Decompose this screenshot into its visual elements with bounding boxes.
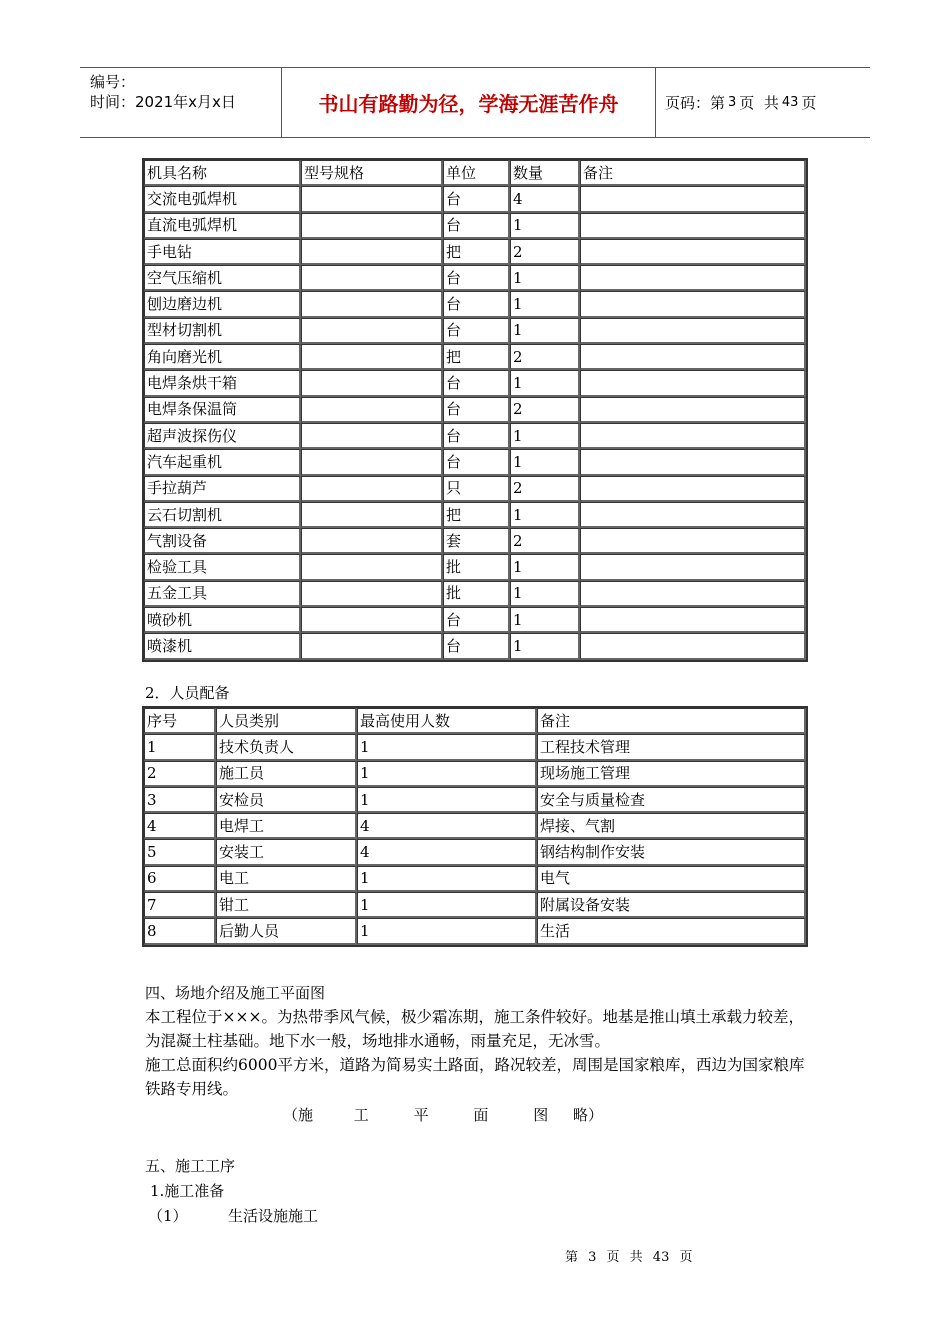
- plan-note-part: （施: [283, 1106, 314, 1124]
- table-cell: [301, 370, 443, 396]
- equipment-row: [144, 344, 806, 370]
- plan-note-part: 略）: [572, 1106, 603, 1124]
- section5-item-text: 生活设施施工: [228, 1207, 319, 1225]
- staff-row: [144, 866, 806, 892]
- header-cell: 型号规格: [301, 160, 443, 186]
- header-cell: 备注: [580, 160, 806, 186]
- table-cell: 电焊条保温筒: [144, 397, 301, 423]
- plan-omitted-note: [283, 1104, 603, 1125]
- table-cell: 检验工具: [144, 554, 301, 580]
- table-cell: [301, 581, 443, 607]
- page-suffix: 页: [801, 94, 817, 112]
- table-cell: 交流电弧焊机: [144, 186, 301, 212]
- equipment-row: [144, 528, 806, 554]
- table-cell: [580, 213, 806, 239]
- table-cell: [301, 476, 443, 502]
- equipment-row: [144, 423, 806, 449]
- table-cell: [301, 397, 443, 423]
- equipment-row: [144, 239, 806, 265]
- staff-row: [144, 787, 806, 813]
- equipment-row: [144, 449, 806, 475]
- page-total: 43: [781, 95, 799, 110]
- table-header-row: [144, 160, 806, 186]
- table-cell: 附属设备安装: [537, 892, 806, 918]
- plan-note-part: 面: [473, 1106, 489, 1124]
- table-cell: 云石切割机: [144, 502, 301, 528]
- table-cell: 台: [443, 186, 510, 212]
- staff-row: [144, 918, 806, 944]
- plan-note-part: 工: [353, 1106, 369, 1124]
- table-cell: 台: [443, 265, 510, 291]
- header-cell: 序号: [144, 708, 216, 734]
- equipment-row: [144, 502, 806, 528]
- table-cell: [301, 554, 443, 580]
- section4-title: 四、场地介绍及施工平面图: [145, 984, 326, 1002]
- table-cell: [580, 318, 806, 344]
- equipment-row: [144, 186, 806, 212]
- page-mid: 页 共: [739, 94, 779, 112]
- equipment-row: [144, 291, 806, 317]
- table-cell: 把: [443, 239, 510, 265]
- equipment-table: [142, 158, 808, 662]
- table-cell: 台: [443, 449, 510, 475]
- table-cell: 1: [357, 761, 537, 787]
- staff-row: [144, 734, 806, 760]
- table-cell: 1: [510, 633, 580, 659]
- section5-title: 五、施工工序: [145, 1157, 236, 1175]
- header-cell: 单位: [443, 160, 510, 186]
- equipment-row: [144, 607, 806, 633]
- table-cell: [580, 239, 806, 265]
- table-cell: [301, 449, 443, 475]
- table-cell: 2: [510, 528, 580, 554]
- table-cell: 1: [357, 787, 537, 813]
- table-cell: 电工: [216, 866, 357, 892]
- table-cell: [301, 607, 443, 633]
- table-cell: [301, 213, 443, 239]
- equipment-row: [144, 554, 806, 580]
- table-cell: 4: [144, 813, 216, 839]
- staff-row: [144, 839, 806, 865]
- staff-table: [142, 706, 808, 947]
- table-cell: 2: [510, 239, 580, 265]
- table-cell: 4: [357, 813, 537, 839]
- table-cell: 台: [443, 397, 510, 423]
- table-cell: [301, 502, 443, 528]
- table-cell: 1: [510, 502, 580, 528]
- table-cell: 1: [510, 318, 580, 344]
- table-cell: 台: [443, 291, 510, 317]
- table-cell: [301, 423, 443, 449]
- table-cell: 钢结构制作安装: [537, 839, 806, 865]
- table-cell: 1: [357, 892, 537, 918]
- table-cell: [301, 633, 443, 659]
- table-cell: 1: [510, 265, 580, 291]
- staff-section-title: 2．人员配备: [145, 684, 230, 702]
- table-cell: 手电钻: [144, 239, 301, 265]
- page-header: [80, 67, 870, 138]
- table-cell: 安全与质量检查: [537, 787, 806, 813]
- header-page-number: [655, 68, 870, 137]
- table-cell: 1: [357, 734, 537, 760]
- table-cell: 8: [144, 918, 216, 944]
- table-cell: 1: [357, 866, 537, 892]
- table-cell: 手拉葫芦: [144, 476, 301, 502]
- table-cell: [580, 291, 806, 317]
- table-cell: [580, 633, 806, 659]
- header-cell: 最高使用人数: [357, 708, 537, 734]
- table-cell: [580, 528, 806, 554]
- table-cell: 套: [443, 528, 510, 554]
- staff-row: [144, 813, 806, 839]
- header-motto: 书山有路勤为径，学海无涯苦作舟: [282, 68, 656, 137]
- table-cell: 台: [443, 423, 510, 449]
- table-cell: [301, 291, 443, 317]
- table-cell: 台: [443, 633, 510, 659]
- table-cell: [580, 607, 806, 633]
- equipment-row: [144, 476, 806, 502]
- table-cell: 现场施工管理: [537, 761, 806, 787]
- section4-paragraph-2: 施工总面积约6000平方米，道路为简易实土路面，路况较差，周围是国家粮库，西边为国家粮库铁路专用线。: [145, 1056, 805, 1098]
- table-cell: 2: [510, 344, 580, 370]
- table-cell: 2: [510, 476, 580, 502]
- table-cell: 刨边磨边机: [144, 291, 301, 317]
- table-cell: 1: [510, 213, 580, 239]
- staff-row: [144, 892, 806, 918]
- table-cell: 1: [510, 370, 580, 396]
- page-prefix: 页码：第: [665, 94, 726, 112]
- table-cell: 1: [510, 291, 580, 317]
- table-cell: 3: [144, 787, 216, 813]
- table-cell: 安检员: [216, 787, 357, 813]
- table-cell: 汽车起重机: [144, 449, 301, 475]
- table-cell: [580, 370, 806, 396]
- table-cell: 喷砂机: [144, 607, 301, 633]
- table-cell: 台: [443, 213, 510, 239]
- table-cell: [580, 554, 806, 580]
- table-cell: 1: [357, 918, 537, 944]
- equipment-row: [144, 213, 806, 239]
- table-cell: 1: [144, 734, 216, 760]
- table-cell: 台: [443, 370, 510, 396]
- table-cell: [580, 476, 806, 502]
- table-cell: [301, 344, 443, 370]
- table-cell: 钳工: [216, 892, 357, 918]
- table-cell: 把: [443, 344, 510, 370]
- number-label: 编号：: [90, 73, 136, 91]
- table-cell: 电焊条烘干箱: [144, 370, 301, 396]
- table-cell: [301, 318, 443, 344]
- table-cell: 台: [443, 318, 510, 344]
- table-cell: 安装工: [216, 839, 357, 865]
- table-cell: [580, 344, 806, 370]
- section5-item-number: （1）: [148, 1207, 188, 1225]
- equipment-row: [144, 318, 806, 344]
- table-cell: 直流电弧焊机: [144, 213, 301, 239]
- table-cell: [301, 528, 443, 554]
- table-cell: [580, 423, 806, 449]
- table-cell: 焊接、气割: [537, 813, 806, 839]
- header-cell: 人员类别: [216, 708, 357, 734]
- header-cell: 备注: [537, 708, 806, 734]
- table-cell: 台: [443, 607, 510, 633]
- table-cell: 型材切割机: [144, 318, 301, 344]
- table-cell: [580, 581, 806, 607]
- header-cell: 机具名称: [144, 160, 301, 186]
- table-cell: 工程技术管理: [537, 734, 806, 760]
- table-cell: 5: [144, 839, 216, 865]
- table-cell: 1: [510, 607, 580, 633]
- table-cell: 喷漆机: [144, 633, 301, 659]
- plan-note-part: 图: [533, 1106, 549, 1124]
- table-cell: [301, 239, 443, 265]
- page-footer: 第 3 页 共 43 页: [565, 1250, 693, 1265]
- table-cell: 把: [443, 502, 510, 528]
- table-cell: 4: [357, 839, 537, 865]
- table-cell: [580, 265, 806, 291]
- equipment-row: [144, 397, 806, 423]
- table-cell: 施工员: [216, 761, 357, 787]
- table-cell: 1: [510, 554, 580, 580]
- time-label: 时间：2021年x月x日: [90, 93, 236, 111]
- staff-row: [144, 761, 806, 787]
- table-cell: 空气压缩机: [144, 265, 301, 291]
- table-cell: 五金工具: [144, 581, 301, 607]
- table-cell: 1: [510, 581, 580, 607]
- plan-note-part: 平: [413, 1106, 429, 1124]
- table-cell: [580, 449, 806, 475]
- page-no: 3: [728, 95, 737, 110]
- equipment-row: [144, 370, 806, 396]
- section4-paragraph-1: 本工程位于×××。为热带季风气候，极少霜冻期，施工条件较好。地基是推山填土承载力较差，为混凝土柱基础。地下水一般，场地排水通畅，雨量充足，无冰雪。: [145, 1008, 804, 1050]
- equipment-row: [144, 265, 806, 291]
- table-cell: 气割设备: [144, 528, 301, 554]
- section5-subtitle: 1.施工准备: [150, 1182, 225, 1200]
- table-cell: 7: [144, 892, 216, 918]
- table-cell: 技术负责人: [216, 734, 357, 760]
- table-cell: 6: [144, 866, 216, 892]
- table-cell: 超声波探伤仪: [144, 423, 301, 449]
- equipment-row: [144, 581, 806, 607]
- header-info: [80, 68, 282, 137]
- table-cell: [580, 397, 806, 423]
- table-cell: [580, 186, 806, 212]
- table-cell: 4: [510, 186, 580, 212]
- table-cell: 生活: [537, 918, 806, 944]
- equipment-row: [144, 633, 806, 659]
- table-header-row: [144, 708, 806, 734]
- table-cell: 电气: [537, 866, 806, 892]
- table-cell: 批: [443, 581, 510, 607]
- table-cell: 1: [510, 423, 580, 449]
- table-cell: 后勤人员: [216, 918, 357, 944]
- table-cell: 1: [510, 449, 580, 475]
- table-cell: [301, 186, 443, 212]
- table-cell: 2: [510, 397, 580, 423]
- table-cell: 只: [443, 476, 510, 502]
- table-cell: 电焊工: [216, 813, 357, 839]
- table-cell: 批: [443, 554, 510, 580]
- table-cell: [580, 502, 806, 528]
- header-cell: 数量: [510, 160, 580, 186]
- table-cell: 角向磨光机: [144, 344, 301, 370]
- table-cell: [301, 265, 443, 291]
- table-cell: 2: [144, 761, 216, 787]
